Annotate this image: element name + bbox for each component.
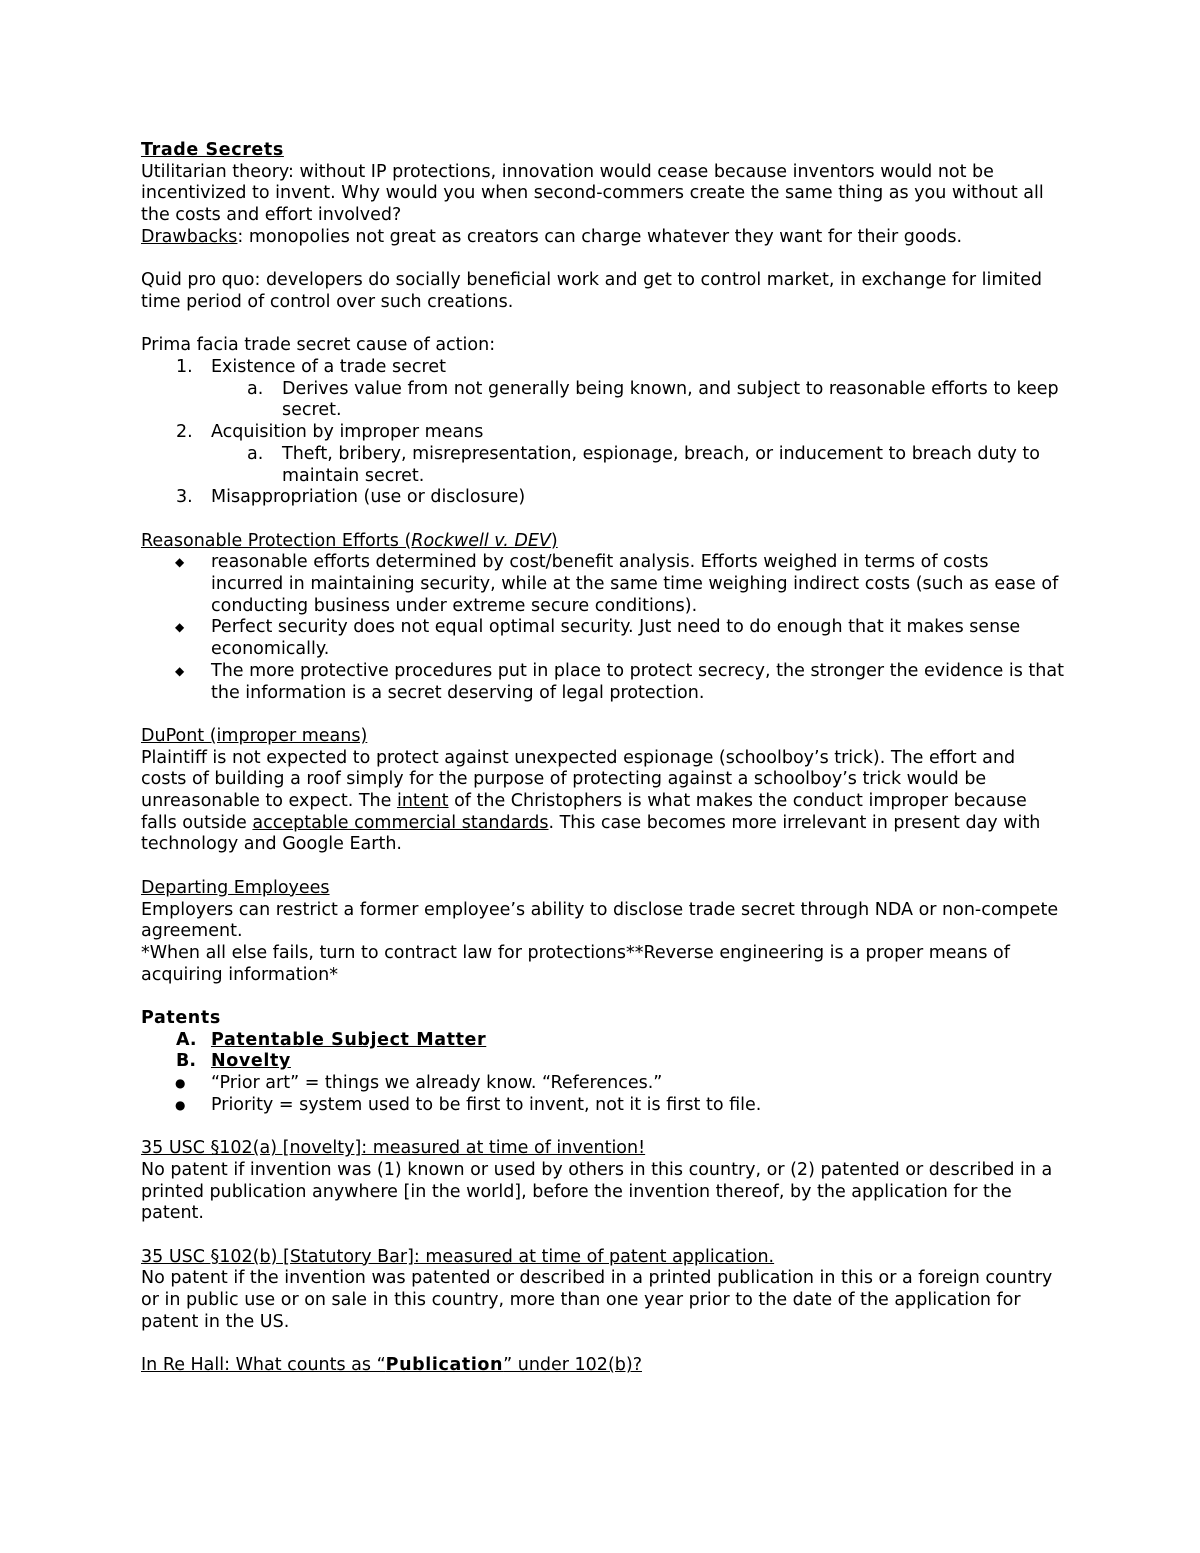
utilitarian-paragraph: Utilitarian theory: without IP protections, innovation would cease because inventors would not be incentivized to invent. Why would you when second-commers create the same thing as you without all the costs and effort involved?: [141, 161, 1044, 226]
dupont-text-3: . This case becomes more irrelevant in present day with technology and Google Earth.: [141, 812, 1041, 855]
list-item: [141, 422, 1066, 444]
sub-list-item: [141, 379, 1066, 422]
bullet-text: The more protective procedures put in place to protect secrecy, the stronger the evidence is that the information is a secret deserving of legal protection.: [211, 660, 1064, 703]
bullet-text: “Prior art” = things we already know. “References.”: [211, 1073, 663, 1094]
list-item-text: Existence of a trade secret: [211, 357, 446, 377]
bullet-item: [141, 1095, 1066, 1117]
quid-pro-quo-paragraph: Quid pro quo: developers do socially beneficial work and get to control market, in exchange for limited time period of control over such creations.: [141, 270, 1042, 312]
usc-102a-paragraph: No patent if invention was (1) known or used by others in this country, or (2) patented or described in a printed publication anywhere [in the world], before the invention thereof, by the application for the patent.: [141, 1159, 1053, 1224]
sub-list-marker: a.: [247, 378, 264, 399]
usc-102a-heading: 35 USC §102(a) [novelty]: measured at time of invention!: [141, 1138, 646, 1159]
list-item: [141, 357, 1066, 379]
diamond-bullet-icon: ◆: [175, 620, 185, 635]
heading-suffix: ): [550, 530, 558, 551]
list-item-text: Misappropriation (use or disclosure): [211, 487, 526, 508]
usc-102b-heading: 35 USC §102(b) [Statutory Bar]: measured at time of patent application.: [141, 1246, 775, 1267]
bullet-text: Perfect security does not equal optimal security. Just need to do enough that it makes sense economically.: [211, 617, 1021, 660]
case-name: Rockwell v. DEV: [411, 530, 551, 551]
section-marker: B.: [176, 1051, 196, 1072]
dot-bullet-icon: ●: [175, 1076, 186, 1091]
patent-section-item: [141, 1030, 1066, 1052]
publication-term: Publication: [385, 1355, 504, 1376]
dupont-paragraph: [141, 748, 1066, 857]
bullet-item: [141, 1073, 1066, 1095]
drawbacks-label: Drawbacks: [141, 226, 238, 247]
list-item-text: Acquisition by improper means: [211, 422, 484, 443]
diamond-bullet-icon: ◆: [175, 663, 185, 678]
sub-list-marker: a.: [247, 443, 264, 464]
intent-term: intent: [396, 791, 449, 812]
document-page: [141, 140, 1066, 1377]
list-marker: 2.: [176, 422, 193, 443]
patents-title: Patents: [141, 1008, 221, 1029]
sub-list-item: [141, 444, 1066, 487]
drawbacks-text: : monopolies not great as creators can charge whatever they want for their goods.: [237, 226, 963, 247]
in-re-hall-suffix: ” under 102(b)?: [503, 1355, 642, 1376]
trade-secrets-title: Trade Secrets: [141, 140, 284, 160]
bullet-text: reasonable efforts determined by cost/benefit analysis. Efforts weighed in terms of costs incurred in maintaining security, while at the same time weighing indirect costs (such as ease of conducting business under extreme secure conditions).: [211, 552, 1059, 616]
standards-term: acceptable commercial standards: [252, 812, 549, 833]
departing-employees-note: *When all else fails, turn to contract law for protections**Reverse engineering is a proper means of acquiring information*: [141, 942, 1010, 985]
diamond-bullet-icon: ◆: [175, 555, 185, 570]
section-marker: A.: [176, 1029, 197, 1050]
in-re-hall-prefix: In Re Hall: What counts as “: [141, 1355, 386, 1376]
departing-employees-heading: Departing Employees: [141, 877, 330, 898]
reasonable-efforts-heading: [141, 531, 1066, 553]
heading-prefix: Reasonable Protection Efforts (: [141, 530, 412, 551]
prima-facie-intro: Prima facia trade secret cause of action:: [141, 335, 496, 356]
usc-102b-paragraph: No patent if the invention was patented or described in a printed publication in this or a foreign country or in public use or on sale in this country, more than one year prior to the date of the application for patent in the US.: [141, 1268, 1053, 1332]
bullet-text: Priority = system used to be first to invent, not it is first to file.: [211, 1094, 762, 1115]
in-re-hall-heading: [141, 1355, 1066, 1377]
list-item: [141, 487, 1066, 509]
section-label: Patentable Subject Matter: [211, 1029, 487, 1050]
bullet-item: [141, 661, 1066, 704]
dupont-heading: DuPont (improper means): [141, 725, 368, 746]
bullet-item: [141, 617, 1066, 660]
dot-bullet-icon: ●: [175, 1097, 186, 1112]
section-label: Novelty: [211, 1051, 291, 1072]
list-marker: 3.: [176, 487, 193, 508]
drawbacks-paragraph: [141, 227, 1066, 249]
dupont-text-1: Plaintiff is not expected to protect against unexpected espionage (schoolboy’s trick). The effort and costs of building a roof simply for the purpose of protecting against a schoolboy’s trick would be unreasonable to expect. The: [141, 747, 1016, 812]
list-marker: 1.: [176, 357, 193, 377]
dupont-text-2: of the Christophers is what makes the conduct improper because falls outside: [141, 791, 1027, 833]
departing-employees-paragraph: Employers can restrict a former employee’s ability to disclose trade secret through NDA or non-compete agreement.: [141, 899, 1059, 942]
sub-list-item-text: Theft, bribery, misrepresentation, espionage, breach, or inducement to breach duty to maintain secret.: [282, 443, 1040, 486]
patent-section-item: [141, 1051, 1066, 1073]
bullet-item: [141, 552, 1066, 617]
sub-list-item-text: Derives value from not generally being known, and subject to reasonable efforts to keep secret.: [282, 378, 1059, 421]
